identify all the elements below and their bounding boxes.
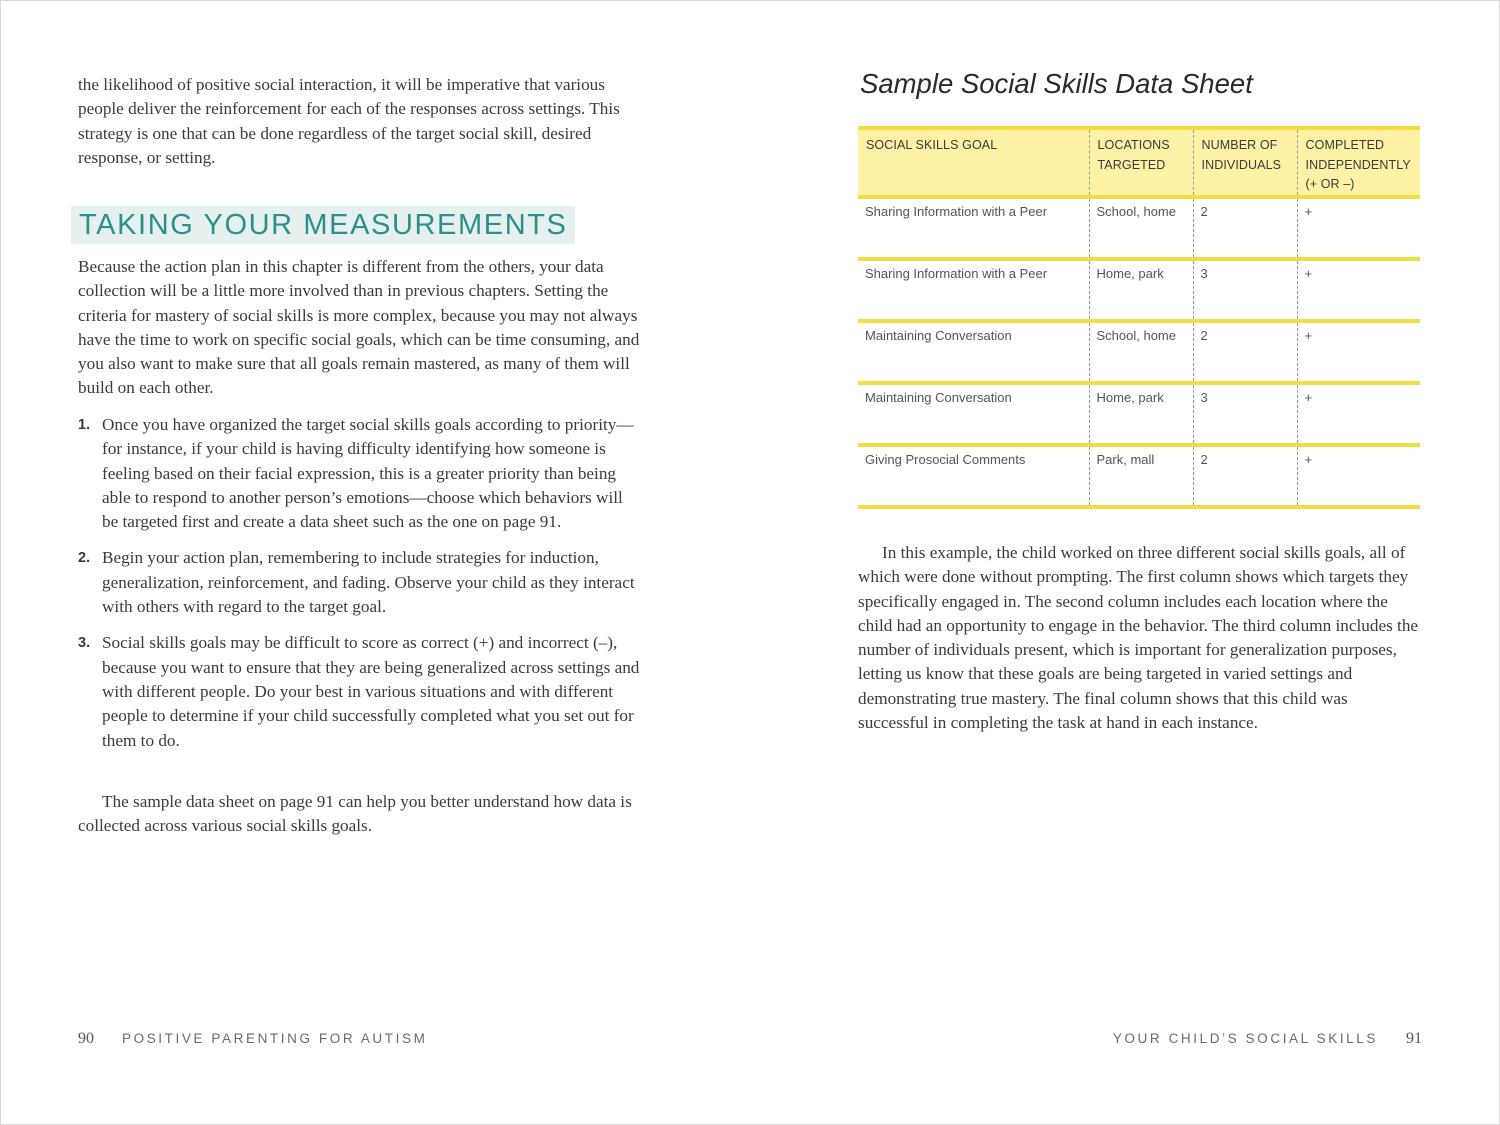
column-header: SOCIAL SKILLS GOAL — [858, 128, 1089, 197]
page-number: 91 — [1406, 1030, 1422, 1047]
list-item — [78, 413, 640, 534]
step-number: 3. — [78, 635, 91, 652]
goal-cell: Sharing Information with a Peer — [858, 197, 1089, 259]
locations-cell: School, home — [1089, 321, 1193, 383]
goal-cell: Maintaining Conversation — [858, 383, 1089, 445]
table-header-row — [858, 128, 1420, 197]
data-sheet-title: Sample Social Skills Data Sheet — [860, 68, 1253, 99]
left-page — [78, 0, 640, 1125]
goal-cell: Sharing Information with a Peer — [858, 259, 1089, 321]
column-header: NUMBER OF INDIVIDUALS — [1193, 128, 1297, 197]
running-head: POSITIVE PARENTING FOR AUTISM — [122, 1031, 428, 1046]
completed-cell: + — [1297, 197, 1420, 259]
list-item — [78, 546, 640, 619]
completed-cell: + — [1297, 259, 1420, 321]
column-header: COMPLETED INDEPENDENTLY (+ OR –) — [1297, 128, 1420, 197]
locations-cell: Home, park — [1089, 383, 1193, 445]
locations-cell: Park, mall — [1089, 445, 1193, 507]
example-paragraph — [858, 541, 1422, 735]
page-number: 90 — [78, 1030, 94, 1047]
section-heading: TAKING YOUR MEASUREMENTS — [71, 206, 575, 244]
step-text: Begin your action plan, remembering to include strategies for induction, generalization, reinforcement, and fading. Observe your child as they interact with others with regard to the target goal. — [102, 548, 635, 617]
locations-cell: Home, park — [1089, 259, 1193, 321]
steps-list — [78, 413, 640, 765]
goal-cell: Maintaining Conversation — [858, 321, 1089, 383]
individuals-cell: 3 — [1193, 383, 1297, 445]
individuals-cell: 2 — [1193, 321, 1297, 383]
running-head: YOUR CHILD’S SOCIAL SKILLS — [1112, 1031, 1378, 1046]
example-text: In this example, the child worked on three different social skills goals, all of which were done without prompting. The first column shows which targets they specifically engaged in. The second column includes each location where the child had an opportunity to engage in the behavior. The third column includes the number of individuals present, which is important for generalization purposes, letting us know that these goals are being targeted in varied settings and demonstrating true mastery. The final column shows that this child was successful in completing the task at hand in each instance. — [858, 543, 1419, 733]
footer-right — [1113, 1030, 1422, 1048]
footer-left — [78, 1030, 427, 1048]
closing-paragraph — [78, 790, 640, 839]
table-row — [858, 197, 1420, 259]
completed-cell: + — [1297, 383, 1420, 445]
individuals-cell: 2 — [1193, 445, 1297, 507]
individuals-cell: 3 — [1193, 259, 1297, 321]
table-row — [858, 445, 1420, 507]
step-number: 2. — [78, 550, 91, 567]
individuals-cell: 2 — [1193, 197, 1297, 259]
step-number: 1. — [78, 417, 91, 433]
right-page — [858, 0, 1422, 1125]
table-row — [858, 259, 1420, 321]
completed-cell: + — [1297, 321, 1420, 383]
goal-cell: Giving Prosocial Comments — [858, 445, 1089, 507]
closing-text: The sample data sheet on page 91 can help you better understand how data is collected across various social skills goals. — [78, 792, 632, 836]
measurements-paragraph: Because the action plan in this chapter is different from the others, your data collection will be a little more involved than in previous chapters. Setting the criteria for mastery of social skills is more complex, because you may not always have the time to work on specific social goals, which can be time consuming, and you also want to make sure that all goals remain mastered, as many of them will build on each other. — [78, 257, 640, 398]
table-row — [858, 383, 1420, 445]
table-row — [858, 321, 1420, 383]
list-item — [78, 631, 640, 752]
step-text: Once you have organized the target social skills goals according to priority—for instance, if your child is having difficulty identifying how someone is feeling based on their facial expression, this is a greater priority than being able to respond to another person’s emotions—choose which behaviors will be targeted first and create a data sheet such as the one on page 91. — [102, 415, 634, 532]
step-text: Social skills goals may be difficult to score as correct (+) and incorrect (–), because you want to ensure that they are being generalized across settings and with different people. Do your best in various situations and with different people to determine if your child successfully completed what you set out for them to do. — [102, 633, 640, 750]
locations-cell: School, home — [1089, 197, 1193, 259]
data-sheet-table — [858, 126, 1420, 509]
column-header: LOCATIONS TARGETED — [1089, 128, 1193, 197]
intro-paragraph: the likelihood of positive social interaction, it will be imperative that various people deliver the reinforcement for each of the responses across settings. This strategy is one that can be done regardless of the target social skill, desired response, or setting. — [78, 75, 620, 167]
completed-cell: + — [1297, 445, 1420, 507]
